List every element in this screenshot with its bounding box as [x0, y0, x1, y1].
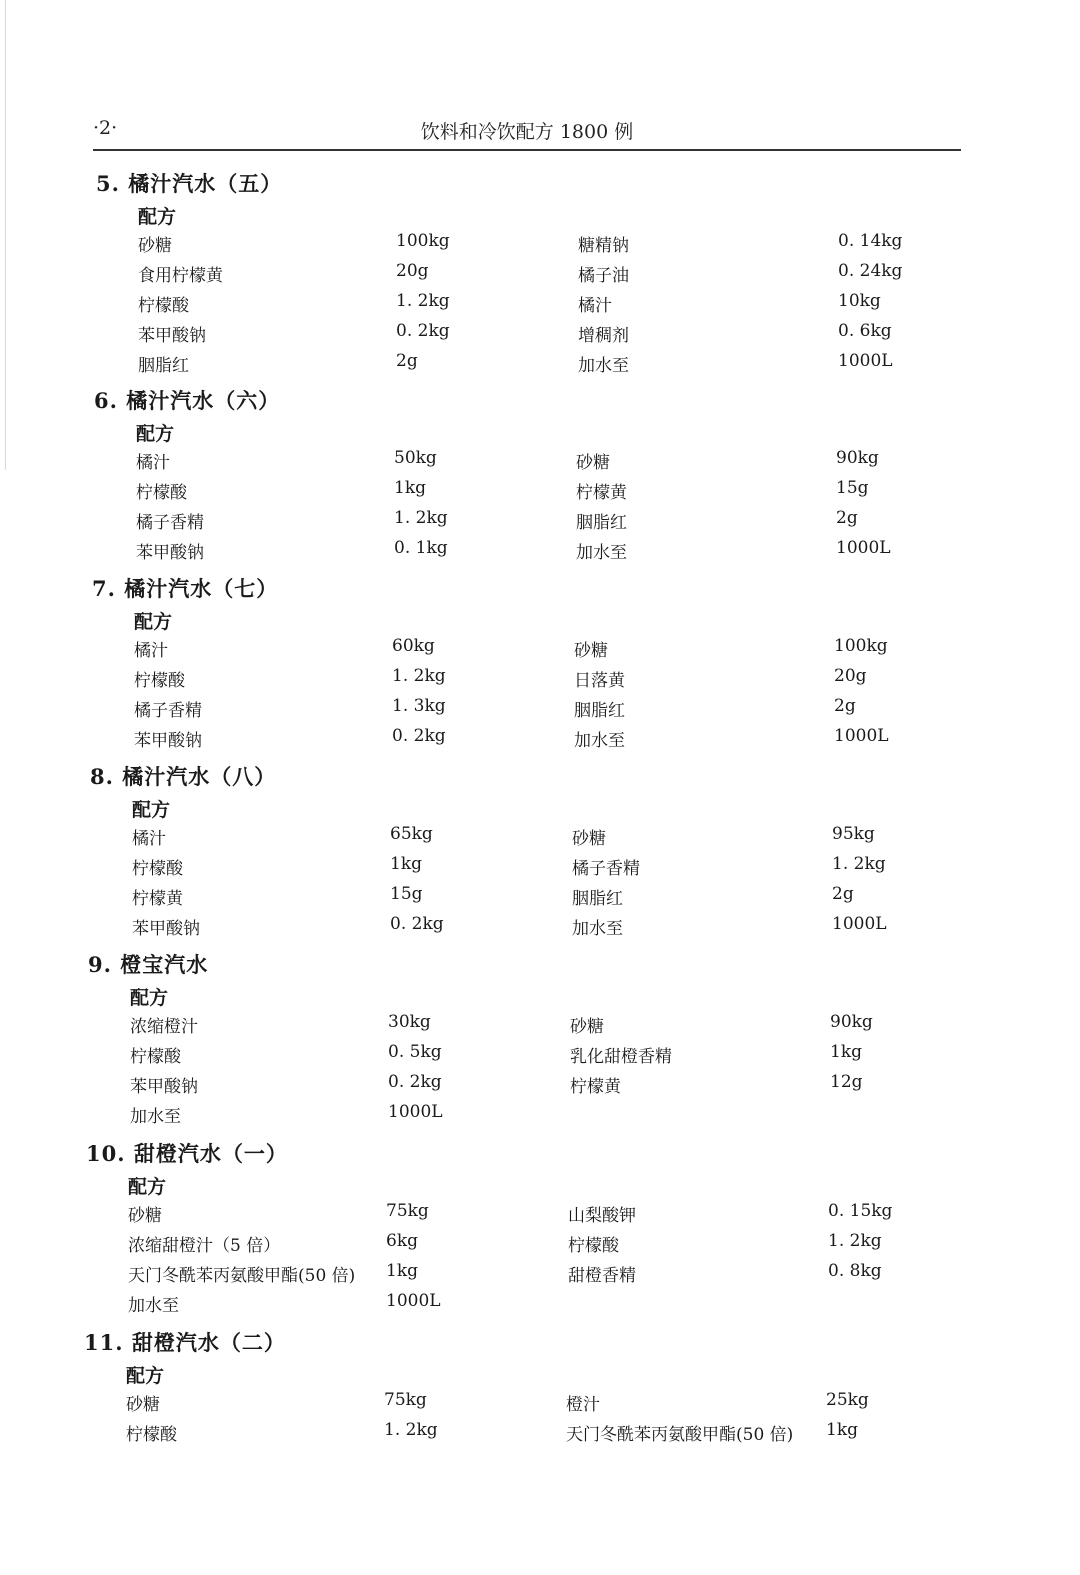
ingredient-row: [130, 1012, 970, 1042]
recipe-title: 7. 橘汁汽水（七）: [92, 576, 279, 601]
ingredient-amount: 20g: [396, 261, 429, 281]
recipe-title: 11. 甜橙汽水（二）: [84, 1330, 286, 1355]
ingredient-amount: 1. 2kg: [832, 854, 886, 874]
ingredient-amount: 60kg: [392, 636, 435, 656]
formula-label: 配方: [138, 206, 177, 228]
ingredient-name: 胭脂红: [138, 356, 189, 376]
ingredient-name: 胭脂红: [576, 513, 627, 533]
ingredient-name: 天门冬酰苯丙氨酸甲酯(50 倍): [128, 1266, 356, 1286]
ingredient-name: 糖精钠: [578, 236, 629, 256]
ingredient-amount: 1. 3kg: [392, 696, 446, 716]
ingredient-name: 柠檬黄: [132, 889, 183, 909]
ingredient-name: 砂糖: [572, 829, 606, 849]
ingredient-amount: 100kg: [834, 636, 888, 656]
ingredient-row: [132, 854, 972, 884]
ingredient-name: 橘子香精: [136, 513, 204, 533]
ingredient-name: 柠檬酸: [136, 483, 187, 503]
ingredient-amount: 1. 2kg: [396, 291, 450, 311]
ingredient-amount: 100kg: [396, 231, 450, 251]
ingredient-amount: 75kg: [384, 1390, 427, 1410]
ingredient-amount: 2g: [832, 884, 854, 904]
ingredient-name: 橘子油: [578, 266, 629, 286]
ingredient-amount: 6kg: [386, 1231, 418, 1251]
ingredient-amount: 0. 24kg: [838, 261, 903, 281]
ingredient-row: [132, 824, 972, 854]
ingredient-amount: 0. 2kg: [392, 726, 446, 746]
ingredient-name: 柠檬酸: [138, 296, 189, 316]
ingredient-amount: 1000L: [832, 914, 887, 934]
recipe-title: 8. 橘汁汽水（八）: [90, 764, 277, 789]
ingredient-row: [136, 448, 976, 478]
ingredient-name: 浓缩橙汁: [130, 1017, 198, 1037]
ingredient-name: 甜橙香精: [568, 1266, 636, 1286]
ingredient-row: [132, 884, 972, 914]
ingredient-row: [128, 1261, 968, 1291]
ingredient-row: [138, 291, 978, 321]
ingredient-amount: 0. 2kg: [390, 914, 444, 934]
ingredient-amount: 1. 2kg: [394, 508, 448, 528]
ingredient-amount: 75kg: [386, 1201, 429, 1221]
ingredient-name: 柠檬黄: [576, 483, 627, 503]
ingredient-name: 柠檬黄: [570, 1077, 621, 1097]
formula-label: 配方: [134, 611, 173, 633]
ingredient-row: [134, 726, 974, 756]
ingredient-row: [134, 696, 974, 726]
ingredient-row: [134, 666, 974, 696]
recipe-title: 10. 甜橙汽水（一）: [86, 1141, 288, 1166]
ingredient-name: 胭脂红: [572, 889, 623, 909]
ingredient-name: 砂糖: [128, 1206, 162, 1226]
ingredient-amount: 1000L: [838, 351, 893, 371]
ingredient-row: [136, 508, 976, 538]
ingredient-name: 橘汁: [136, 453, 170, 473]
ingredient-amount: 0. 2kg: [396, 321, 450, 341]
ingredient-amount: 20g: [834, 666, 867, 686]
ingredient-amount: 1kg: [386, 1261, 418, 1281]
ingredient-amount: 1. 2kg: [384, 1420, 438, 1440]
ingredient-name: 橘汁: [578, 296, 612, 316]
ingredient-row: [130, 1042, 970, 1072]
ingredient-name: 砂糖: [126, 1395, 160, 1415]
ingredient-name: 日落黄: [574, 671, 625, 691]
ingredient-row: [130, 1072, 970, 1102]
ingredient-amount: 90kg: [830, 1012, 873, 1032]
ingredient-amount: 15g: [390, 884, 423, 904]
ingredient-name: 山梨酸钾: [568, 1206, 636, 1226]
ingredient-name: 乳化甜橙香精: [570, 1047, 672, 1067]
ingredient-amount: 1kg: [390, 854, 422, 874]
ingredient-name: 苯甲酸钠: [136, 543, 204, 563]
ingredient-amount: 15g: [836, 478, 869, 498]
ingredient-name: 橙汁: [566, 1395, 600, 1415]
ingredient-row: [138, 321, 978, 351]
ingredient-name: 苯甲酸钠: [138, 326, 206, 346]
ingredient-row: [132, 914, 972, 944]
ingredient-name: 柠檬酸: [126, 1425, 177, 1445]
ingredient-name: 加水至: [578, 356, 629, 376]
ingredient-name: 天门冬酰苯丙氨酸甲酯(50 倍): [566, 1425, 794, 1445]
ingredient-row: [138, 231, 978, 261]
recipe-title: 9. 橙宝汽水: [88, 952, 209, 977]
formula-label: 配方: [130, 987, 169, 1009]
ingredient-name: 加水至: [572, 919, 623, 939]
ingredient-name: 橘子香精: [134, 701, 202, 721]
recipe-title: 6. 橘汁汽水（六）: [94, 388, 281, 413]
ingredient-row: [126, 1420, 966, 1450]
ingredient-amount: 65kg: [390, 824, 433, 844]
formula-label: 配方: [128, 1176, 167, 1198]
ingredient-row: [134, 636, 974, 666]
ingredient-name: 砂糖: [138, 236, 172, 256]
ingredient-name: 柠檬酸: [130, 1047, 181, 1067]
ingredient-amount: 25kg: [826, 1390, 869, 1410]
ingredient-amount: 1kg: [830, 1042, 862, 1062]
ingredient-row: [138, 351, 978, 381]
ingredient-amount: 1000L: [834, 726, 889, 746]
ingredient-amount: 12g: [830, 1072, 863, 1092]
ingredient-name: 增稠剂: [578, 326, 629, 346]
ingredient-amount: 10kg: [838, 291, 881, 311]
ingredient-name: 加水至: [576, 543, 627, 563]
scan-edge-line: [5, 0, 6, 470]
ingredient-name: 橘汁: [132, 829, 166, 849]
ingredient-amount: 50kg: [394, 448, 437, 468]
ingredient-name: 苯甲酸钠: [130, 1077, 198, 1097]
ingredient-name: 柠檬酸: [568, 1236, 619, 1256]
ingredient-name: 砂糖: [574, 641, 608, 661]
page-number: ·2·: [93, 117, 118, 139]
ingredient-name: 加水至: [128, 1296, 179, 1316]
ingredient-row: [128, 1291, 968, 1321]
ingredient-name: 加水至: [130, 1107, 181, 1127]
ingredient-row: [128, 1201, 968, 1231]
ingredient-amount: 1kg: [394, 478, 426, 498]
ingredient-name: 胭脂红: [574, 701, 625, 721]
header-rule: [93, 149, 961, 151]
ingredient-amount: 2g: [836, 508, 858, 528]
ingredient-amount: 0. 1kg: [394, 538, 448, 558]
ingredient-amount: 0. 2kg: [388, 1072, 442, 1092]
ingredient-row: [138, 261, 978, 291]
ingredient-amount: 1kg: [826, 1420, 858, 1440]
ingredient-name: 橘子香精: [572, 859, 640, 879]
ingredient-amount: 90kg: [836, 448, 879, 468]
ingredient-name: 浓缩甜橙汁（5 倍）: [128, 1236, 281, 1256]
ingredient-amount: 0. 5kg: [388, 1042, 442, 1062]
ingredient-amount: 1. 2kg: [392, 666, 446, 686]
ingredient-amount: 1. 2kg: [828, 1231, 882, 1251]
ingredient-name: 柠檬酸: [134, 671, 185, 691]
ingredient-amount: 0. 14kg: [838, 231, 903, 251]
ingredient-amount: 1000L: [388, 1102, 443, 1122]
ingredient-row: [126, 1390, 966, 1420]
ingredient-amount: 30kg: [388, 1012, 431, 1032]
ingredient-amount: 2g: [396, 351, 418, 371]
recipe-title: 5. 橘汁汽水（五）: [96, 171, 283, 196]
ingredient-name: 加水至: [574, 731, 625, 751]
ingredient-amount: 95kg: [832, 824, 875, 844]
page-header: [93, 117, 961, 145]
ingredient-amount: 0. 8kg: [828, 1261, 882, 1281]
ingredient-name: 砂糖: [570, 1017, 604, 1037]
ingredient-amount: 1000L: [386, 1291, 441, 1311]
ingredient-name: 苯甲酸钠: [132, 919, 200, 939]
ingredient-row: [136, 538, 976, 568]
ingredient-row: [128, 1231, 968, 1261]
ingredient-amount: 1000L: [836, 538, 891, 558]
formula-label: 配方: [136, 423, 175, 445]
ingredient-amount: 0. 6kg: [838, 321, 892, 341]
ingredient-amount: 0. 15kg: [828, 1201, 893, 1221]
ingredient-name: 橘汁: [134, 641, 168, 661]
ingredient-name: 砂糖: [576, 453, 610, 473]
ingredient-row: [130, 1102, 970, 1132]
ingredient-amount: 2g: [834, 696, 856, 716]
ingredient-name: 食用柠檬黄: [138, 266, 223, 286]
formula-label: 配方: [126, 1365, 165, 1387]
ingredient-row: [136, 478, 976, 508]
book-title: 饮料和冷饮配方 1800 例: [420, 121, 634, 143]
ingredient-name: 柠檬酸: [132, 859, 183, 879]
ingredient-name: 苯甲酸钠: [134, 731, 202, 751]
formula-label: 配方: [132, 799, 171, 821]
